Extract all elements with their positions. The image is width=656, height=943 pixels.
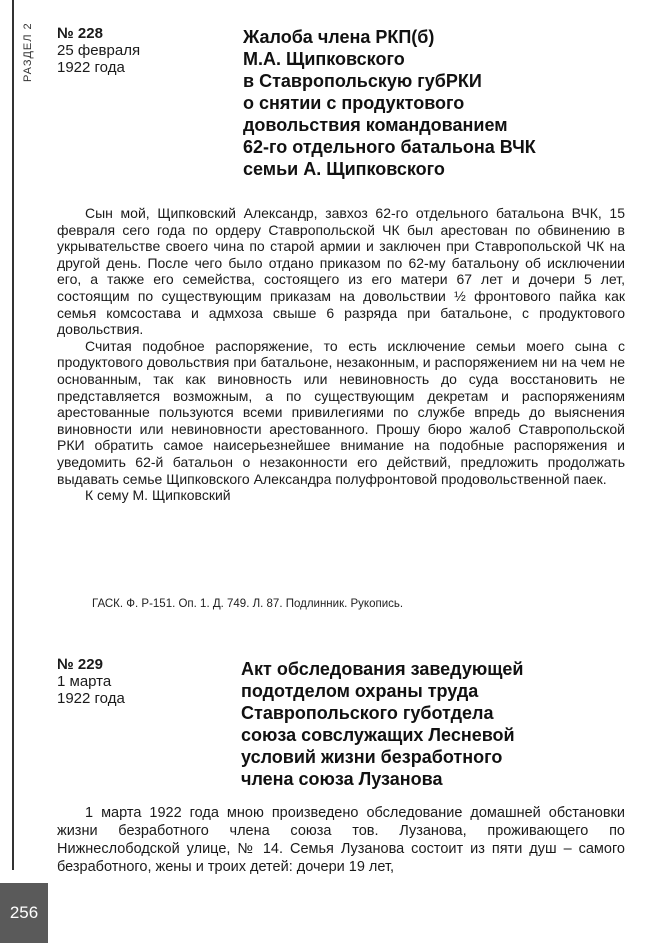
- doc-229-title: [241, 658, 641, 790]
- doc-228-paragraph: Сын мой, Щипковский Александр, завхоз 62-го отдельного батальона ВЧК, 15 февраля сего года по ордеру Ставропольской ЧК был арестован по обвинению в укрывательстве своего чина по старой армии и заключен при Ставропольской ЧК на другой день. После чего было отдано приказом по 62-му батальону об исключении его, а также его семейства, состоящего из его матери 67 лет и дочери 5 лет, состоящим по существующим приказам на довольствии ½ фронтового пайка как семья комсостава и адмхоза свыше 6 разряда при батальоне, с продуктового довольствия.: [57, 205, 625, 338]
- doc-228-signature: К сему М. Щипковский: [85, 487, 231, 504]
- doc-228-title-line: М.А. Щипковского: [243, 49, 405, 69]
- doc-228-number: № 228: [57, 25, 103, 42]
- doc-229-paragraph: 1 марта 1922 года мною произведено обследование домашней обстановки жизни безработного члена союза тов. Лузанова, проживающего по Нижнеслободской улице, № 14. Семья Лузанова состоит из пяти душ – самого безработного, жены и троих детей: дочери 19 лет,: [57, 805, 625, 875]
- doc-229-date: 1 марта: [57, 673, 112, 690]
- doc-229-title-line: Ставропольского губотдела: [241, 703, 494, 723]
- doc-229-body: [57, 804, 625, 876]
- doc-228-date: 25 февраля: [57, 42, 141, 59]
- doc-228-title-line: довольствия командованием: [243, 115, 508, 135]
- doc-229-meta: [57, 656, 125, 707]
- doc-229-year: 1922 года: [57, 690, 125, 707]
- doc-229-number: № 229: [57, 656, 103, 673]
- doc-228-paragraph: Считая подобное распоряжение, то есть исключение семьи моего сына с продуктового довольствия при батальоне, незаконным, и распоряжением ни на чем не основанным, так как виновность или невиновность до суда восстановить не представляется возможным, а по существующим декретам и распоряжениям арестованные пользуются всеми привилегиями по службе впредь до выяснения виновности или невиновности арестованного. Прошу бюро жалоб Ставропольской РКИ обратить самое наисерьезнейшее внимание на подобные распоряжения и уведомить 62-й батальон о незаконности его действий, предложить продолжать выдавать семье Щипковского Александра полуфронтовой продовольственной паек.: [57, 337, 625, 487]
- doc-228-title-line: Жалоба члена РКП(б): [243, 27, 435, 47]
- doc-228-title-line: в Ставропольскую губРКИ: [243, 71, 482, 91]
- page-number: 256: [0, 883, 48, 943]
- doc-228-title-line: о снятии с продуктового: [243, 93, 465, 113]
- doc-228-body: [57, 205, 625, 504]
- doc-228-source: ГАСК. Ф. Р-151. Оп. 1. Д. 749. Л. 87. Подлинник. Рукопись.: [92, 598, 404, 610]
- doc-229-title-line: условий жизни безработного: [241, 747, 503, 767]
- doc-228-meta: [57, 25, 140, 76]
- doc-228-title-line: 62-го отдельного батальона ВЧК: [243, 137, 536, 157]
- section-label: РАЗДЕЛ 2: [22, 22, 34, 82]
- page-frame: [0, 0, 14, 870]
- doc-228-title: [243, 26, 643, 180]
- doc-228-year: 1922 года: [57, 59, 125, 76]
- doc-229-title-line: подотделом охраны труда: [241, 681, 479, 701]
- doc-229-title-line: союза совслужащих Лесневой: [241, 725, 515, 745]
- doc-229-title-line: члена союза Лузанова: [241, 769, 443, 789]
- doc-229-title-line: Акт обследования заведующей: [241, 659, 524, 679]
- doc-228-title-line: семьи А. Щипковского: [243, 159, 445, 179]
